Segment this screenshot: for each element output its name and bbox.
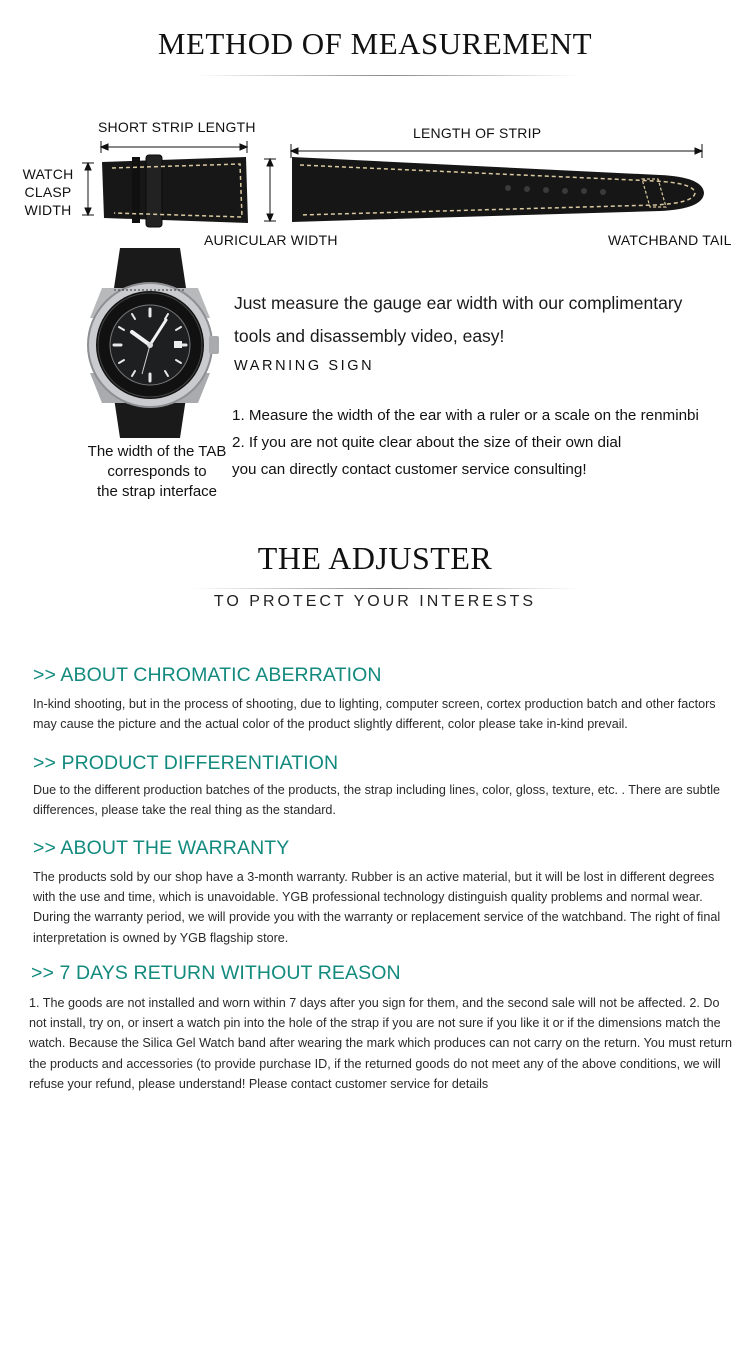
- watch-image: [80, 248, 220, 438]
- adjuster-divider: [190, 588, 580, 589]
- adjuster-title: THE ADJUSTER: [257, 540, 493, 576]
- auricular-width-label: AURICULAR WIDTH: [204, 232, 338, 248]
- watch-clasp-width-line: WATCH: [22, 166, 74, 182]
- measurement-title: METHOD OF MEASUREMENT: [157, 26, 593, 61]
- warning-title: WARNING SIGN: [234, 358, 375, 374]
- title-divider: [195, 75, 580, 76]
- warning-list: [232, 402, 747, 483]
- short-strip-length-label: SHORT STRIP LENGTH: [98, 119, 256, 135]
- length-of-strip-label: LENGTH OF STRIP: [413, 125, 542, 141]
- long-strip: [292, 157, 704, 222]
- adjuster-subtitle: TO PROTECT YOUR INTERESTS: [213, 593, 537, 610]
- section-heading-warranty: >> ABOUT THE WARRANTY: [33, 837, 290, 859]
- section-body-return: 1. The goods are not installed and worn within 7 days after you sign for them, and the second sale will not be affected. 2. Do not install, try on, or insert a watch pin into the hole of the strap if you are not sure if you like it or if the dimensions match the watch. Because the Silica Gel Watch band after wearing the mark which produces can not carry on the return. You must return the products and accessories (to provide purchase ID, if the returned goods do not meet any of the above conditions, we will refuse your refund, please understand! Please contact customer service for details: [29, 996, 733, 1091]
- warning-line: 2. If you are not quite clear about the size of their own dial: [232, 434, 622, 451]
- section-body-chromatic: In-kind shooting, but in the process of shooting, due to lighting, computer screen, cortex production batch and other factors may cause the picture and the actual color of the product slightly different, color please take in-kind prevail.: [33, 697, 716, 732]
- section-body-warranty: The products sold by our shop have a 3-month warranty. Rubber is an active material, but it will be lost in different degrees with the use and time, which is unavoidable. YGB professional technology distinguish quality problems and normal wear. During the warranty period, we will provide you with the warranty or replacement service of the watchband. The right of final interpretation is owned by YGB flagship store.: [33, 870, 721, 945]
- tab-caption: [62, 442, 252, 502]
- short-strip: [102, 155, 248, 227]
- section-heading-differentiation: >> PRODUCT DIFFERENTIATION: [33, 752, 339, 774]
- watch-clasp-width-line: WIDTH: [24, 202, 72, 218]
- warning-line: you can directly contact customer service consulting!: [232, 461, 587, 478]
- section-heading-return: >> 7 DAYS RETURN WITHOUT REASON: [31, 962, 401, 984]
- intro-line: tools and disassembly video, easy!: [234, 326, 505, 346]
- measurement-intro: [234, 287, 744, 353]
- tab-caption-line: the strap interface: [96, 483, 218, 500]
- watch-clasp-width-line: CLASP: [24, 184, 72, 200]
- strap-diagram: [0, 135, 750, 230]
- watchband-tail-label: WATCHBAND TAIL: [608, 232, 732, 248]
- intro-line: Just measure the gauge ear width with our complimentary: [234, 293, 683, 313]
- tab-caption-line: The width of the TAB: [87, 443, 227, 460]
- tab-caption-line: corresponds to: [107, 463, 207, 480]
- warning-line: 1. Measure the width of the ear with a ruler or a scale on the renminbi: [232, 407, 699, 424]
- section-body-differentiation: Due to the different production batches of the products, the strap including lines, color, gloss, texture, etc. . There are subtle differences, please take the real thing as the standard.: [33, 783, 720, 818]
- section-heading-chromatic: >> ABOUT CHROMATIC ABERRATION: [33, 664, 382, 686]
